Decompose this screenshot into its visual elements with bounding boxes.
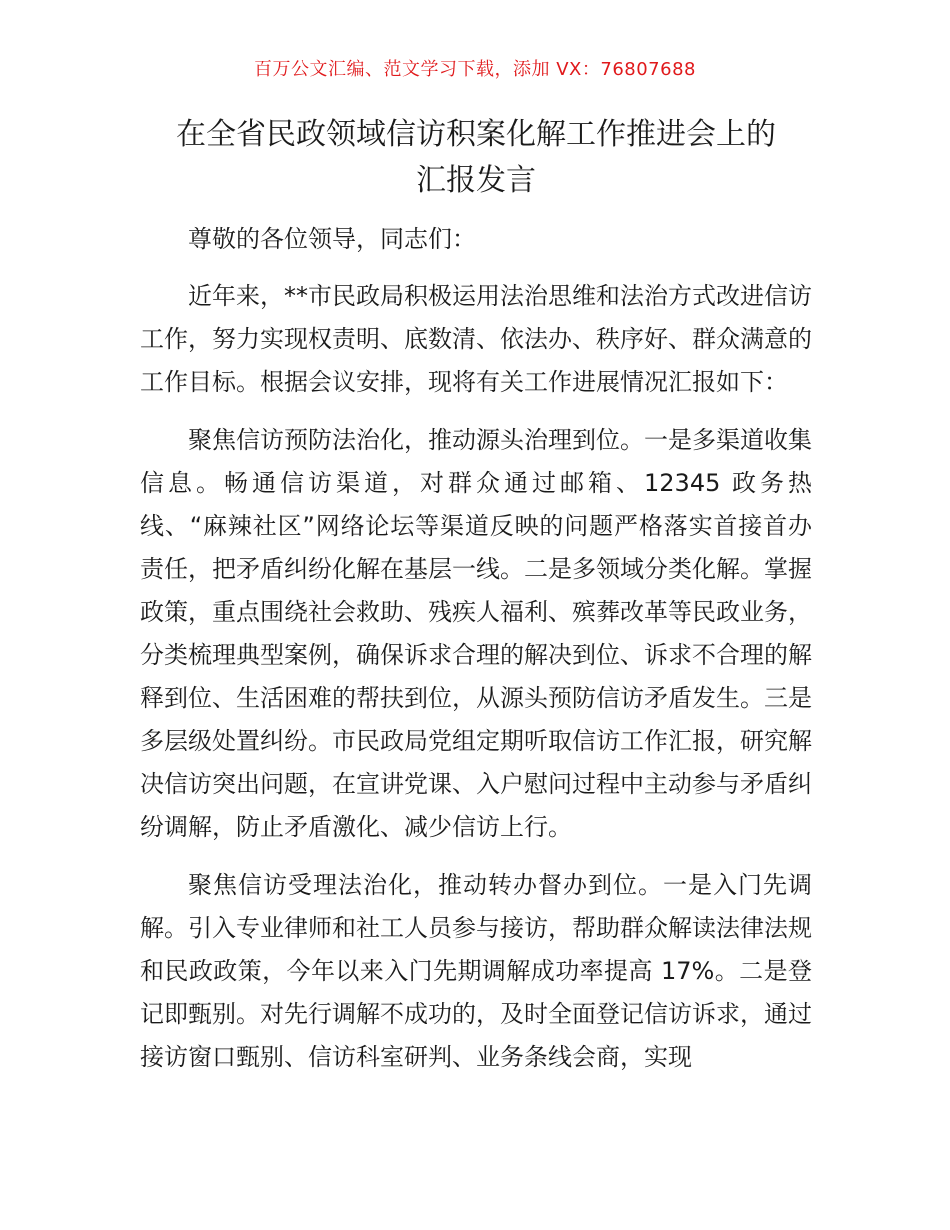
title-line-2: 汇报发言 (416, 163, 536, 198)
paragraph-intro: 近年来，**市民政局积极运用法治思维和法治方式改进信访工作，努力实现权责明、底数清、依法办、秩序好、群众满意的工作目标。根据会议安排，现将有关工作进展情况汇报如下： (140, 282, 812, 396)
paragraph-prevention: 聚焦信访预防法治化，推动源头治理到位。一是多渠道收集信息。畅通信访渠道，对群众通过邮箱、12345 政务热线、“麻辣社区”网络论坛等渠道反映的问题严格落实首接首办责任，把矛盾纠纷化解在基层一线。二是多领域分类化解。掌握政策，重点围绕社会救助、残疾人福利、殡葬改革等民政业务，分类梳理典型案例，确保诉求合理的解决到位、诉求不合理的解释到位、生活困难的帮扶到位，从源头预防信访矛盾发生。三是多层级处置纠纷。市民政局党组定期听取信访工作汇报，研究解决信访突出问题，在宣讲党课、入户慰问过程中主动参与矛盾纠纷调解，防止矛盾激化、减少信访上行。 (140, 426, 812, 841)
salutation: 尊敬的各位领导，同志们： (188, 225, 476, 253)
header-banner: 百万公文汇编、范文学习下载，添加 VX：76807688 (254, 59, 696, 80)
title-line-1: 在全省民政领域信访积案化解工作推进会上的 (176, 117, 776, 152)
document-title (140, 112, 812, 204)
document-body (140, 218, 812, 1094)
paragraph-acceptance: 聚焦信访受理法治化，推动转办督办到位。一是入门先调解。引入专业律师和社工人员参与接访，帮助群众解读法律法规和民政政策，今年以来入门先期调解成功率提高 17%。二是登记即甄别。对先行调解不成功的，及时全面登记信访诉求，通过接访窗口甄别、信访科室研判、业务条线会商，实现 (140, 871, 812, 1071)
